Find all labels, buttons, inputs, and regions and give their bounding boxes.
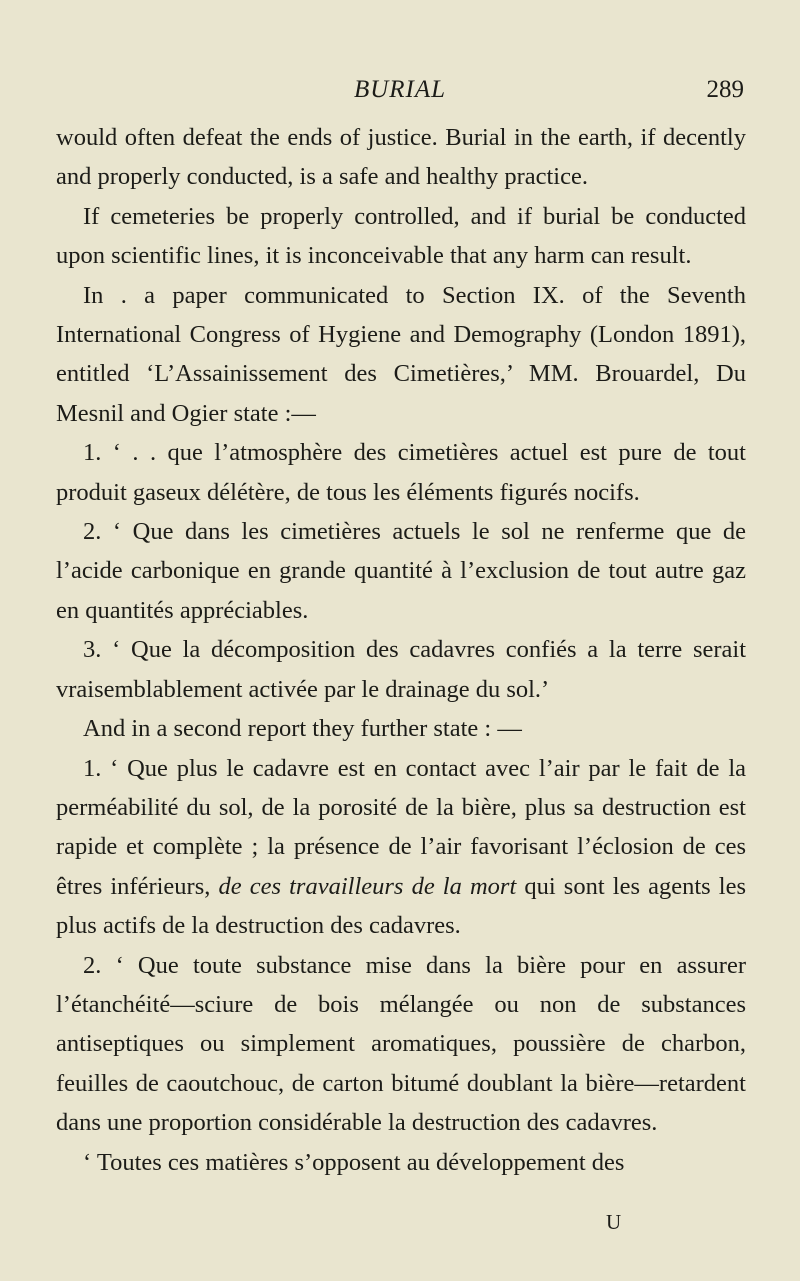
body-text bbox=[56, 118, 746, 1182]
quote-item-1: 1. ‘ . . que l’atmosphère des cimetières actuel est pure de tout produit gaseux délétère, de tous les éléments figurés nocifs. bbox=[56, 439, 746, 506]
second-report-item-1-end: qui sont les agents les plus actifs de la destruction des cadavres. bbox=[56, 872, 747, 940]
paragraph-continuation: would often defeat the ends of justice. Burial in the earth, if decently and properly conducted, is a safe and healthy practice. bbox=[56, 124, 746, 191]
paragraph-cemeteries: If cemeteries be properly controlled, and if burial be conducted upon scientific lines, it is inconceivable that any harm can result. bbox=[56, 202, 746, 270]
paragraph-second-report: And in a second report they further state : — bbox=[83, 715, 522, 743]
second-report-item-1 bbox=[56, 749, 746, 946]
running-head bbox=[56, 70, 744, 110]
second-report-item-2: 2. ‘ Que toute substance mise dans la bière pour en assurer l’étanchéité—sciure de bois mélangée ou non de substances antiseptiques ou simplement aromatiques, poussière de charbon, feuilles de caoutchouc, de carton bitumé doublant la bière—retardent dans une proportion considérable la destruction des cadavres. bbox=[56, 951, 746, 1137]
signature-mark: U bbox=[606, 1210, 622, 1234]
quote-item-2: 2. ‘ Que dans les cimetières actuels le sol ne renferme que de l’acide carbonique en grande quantité à l’exclusion de tout autre gaz en quantités appréciables. bbox=[56, 518, 746, 624]
running-title: BURIAL bbox=[353, 76, 447, 103]
italic-phrase: de ces travailleurs de la mort bbox=[218, 872, 517, 900]
paragraph-congress: In . a paper communicated to Section IX. of the Seventh International Congress of Hygiene and Demography (London 1891), entitled ‘L’Assainissement des Cimetières,’ MM. Brouardel, Du Mesnil and Ogier state :— bbox=[56, 281, 746, 427]
second-report-item-1-text: 1. ‘ Que plus le cadavre est en contact avec l’air par le fait de la perméabilité du sol, de la porosité de la bière, plus sa destruction est rapide et complète ; la présence de l’air favorisant l’éclosion de ces êtres inférieurs, bbox=[56, 754, 746, 900]
quote-item-3: 3. ‘ Que la décomposition des cadavres confiés a la terre serait vraisemblablement activée par le drainage du sol.’ bbox=[56, 636, 746, 703]
page-number: 289 bbox=[706, 76, 744, 103]
paragraph-final: ‘ Toutes ces matières s’opposent au développement des bbox=[83, 1148, 625, 1176]
